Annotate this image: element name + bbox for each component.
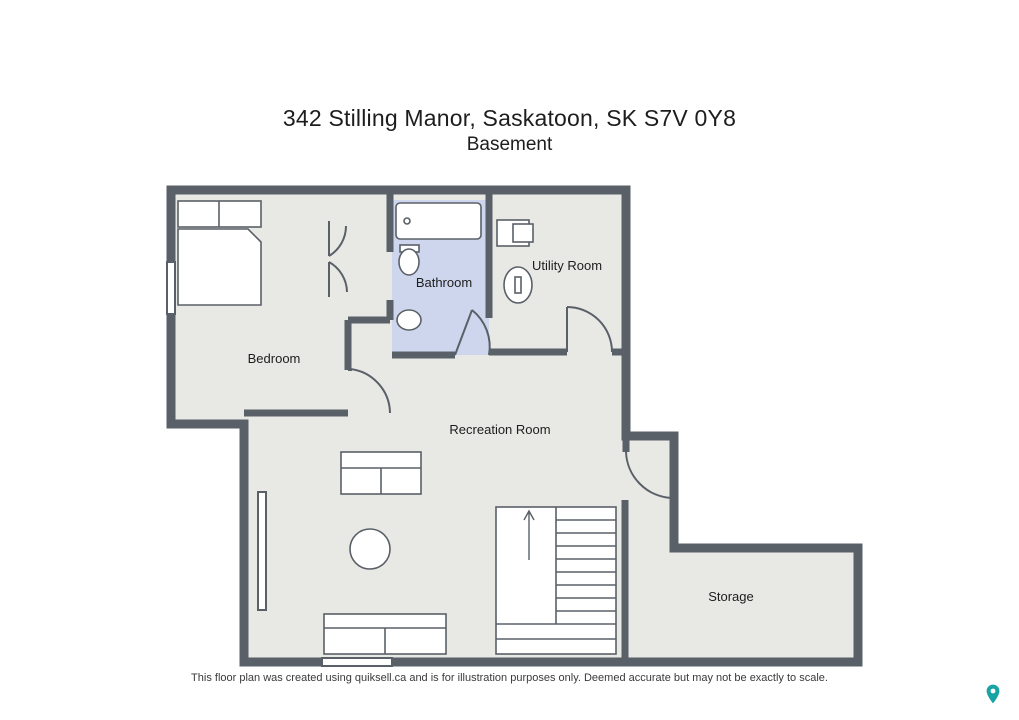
room-label-utility: Utility Room [531,258,603,273]
room-label-recreation: Recreation Room [449,422,551,437]
room-label-bedroom: Bedroom [247,351,301,366]
fixture-staircase [496,507,616,654]
fixture-laundry-box [513,224,533,242]
room-label-bathroom: Bathroom [415,275,473,290]
fixture-toilet [399,245,419,275]
location-pin-icon [985,684,1001,704]
window-bedroom-left [167,262,175,314]
fixture-bathtub [396,203,481,239]
page-title: 342 Stilling Manor, Saskatoon, SK S7V 0Y8 [282,105,737,131]
bed-mattress [178,229,261,305]
fixture-round-table [350,529,390,569]
fixture-sofa-upper [341,452,421,494]
window-rec-left [258,492,266,610]
fixture-sofa-lower [324,614,446,654]
window-rec-bottom [322,658,392,666]
disclaimer-text: This floor plan was created using quiksell.ca and is for illustration purposes only. Deemed accurate but may not be exactly to scale. [191,672,828,684]
room-label-storage: Storage [708,589,754,604]
fixture-sink [397,310,421,330]
fixture-water-heater [504,267,532,303]
page-subtitle: Basement [466,134,553,155]
fixture-bed [178,201,261,305]
